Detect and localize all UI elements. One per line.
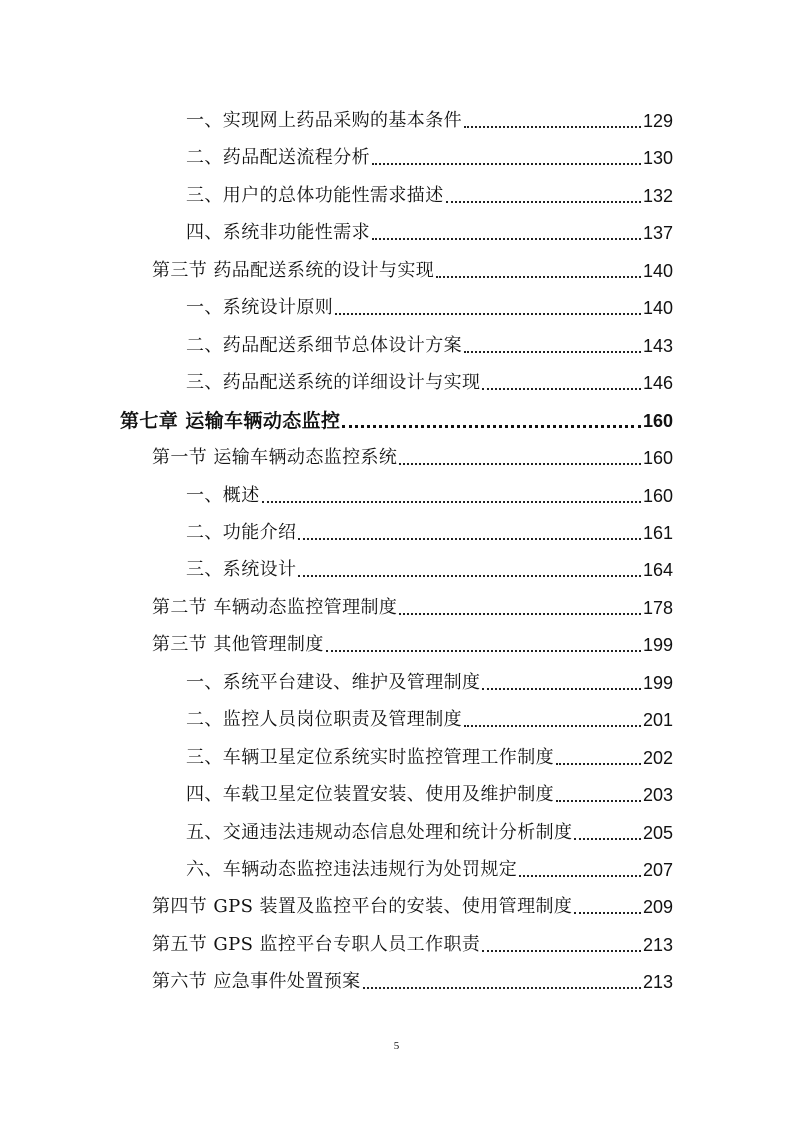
toc-entry-item[interactable] [186, 365, 673, 395]
toc-entry-page-number: 199 [642, 635, 673, 655]
toc-entry-page-number: 209 [642, 897, 673, 917]
toc-dot-leader [519, 858, 641, 882]
toc-entry-title: 二、功能介绍 [186, 522, 297, 543]
toc-entry-title: 一、系统设计原则 [186, 297, 334, 318]
toc-entry-section[interactable] [152, 590, 673, 620]
toc-dot-leader [363, 970, 641, 994]
toc-dot-leader [464, 708, 641, 732]
toc-entry-section[interactable] [152, 627, 673, 657]
toc-dot-leader [464, 334, 641, 358]
toc-entry-page-number: 160 [642, 486, 673, 506]
toc-entry-chapter[interactable] [120, 403, 673, 433]
toc-entry-item[interactable] [186, 815, 673, 845]
toc-entry-item[interactable] [186, 665, 673, 695]
toc-entry-page-number: 199 [642, 673, 673, 693]
toc-dot-leader [372, 146, 641, 170]
toc-entry-title: 第一节 运输车辆动态监控系统 [152, 447, 398, 468]
toc-entry-title: 第五节 GPS 监控平台专职人员工作职责 [152, 934, 481, 955]
toc-entry-page-number: 132 [642, 186, 673, 206]
toc-entry-title: 第六节 应急事件处置预案 [152, 971, 361, 992]
toc-entry-item[interactable] [186, 852, 673, 882]
toc-entry-page-number: 178 [642, 598, 673, 618]
toc-dot-leader [436, 259, 641, 283]
toc-entry-page-number: 160 [642, 448, 673, 468]
toc-dot-leader [326, 633, 641, 657]
toc-dot-leader [399, 446, 641, 470]
toc-entry-page-number: 143 [642, 336, 673, 356]
toc-entry-page-number: 140 [642, 261, 673, 281]
toc-entry-section[interactable] [152, 440, 673, 470]
toc-entry-item[interactable] [186, 178, 673, 208]
toc-dot-leader [574, 821, 641, 845]
toc-entry-page-number: 129 [642, 111, 673, 131]
toc-entry-page-number: 203 [642, 785, 673, 805]
toc-entry-item[interactable] [186, 552, 673, 582]
toc-dot-leader [464, 109, 641, 133]
toc-entry-title: 一、系统平台建设、维护及管理制度 [186, 672, 481, 693]
toc-entry-page-number: 146 [642, 373, 673, 393]
toc-entry-title: 四、系统非功能性需求 [186, 222, 370, 243]
toc-entry-item[interactable] [186, 478, 673, 508]
toc-entry-title: 第二节 车辆动态监控管理制度 [152, 597, 398, 618]
toc-entry-page-number: 207 [642, 860, 673, 880]
toc-entry-title: 二、监控人员岗位职责及管理制度 [186, 709, 462, 730]
toc-dot-leader [262, 484, 641, 508]
toc-entry-title: 第七章 运输车辆动态监控 [120, 410, 341, 432]
toc-entry-section[interactable] [152, 964, 673, 994]
toc-entry-page-number: 140 [642, 298, 673, 318]
toc-dot-leader [298, 558, 641, 582]
toc-entry-section[interactable] [152, 927, 673, 957]
toc-entry-title: 六、车辆动态监控违法违规行为处罚规定 [186, 859, 518, 880]
toc-entry-page-number: 213 [642, 972, 673, 992]
toc-entry-item[interactable] [186, 777, 673, 807]
toc-entry-title: 一、实现网上药品采购的基本条件 [186, 110, 462, 131]
toc-entry-title: 三、药品配送系统的详细设计与实现 [186, 372, 481, 393]
toc-entry-title: 二、药品配送流程分析 [186, 147, 370, 168]
toc-entry-page-number: 161 [642, 523, 673, 543]
toc-dot-leader [556, 746, 641, 770]
toc-entry-item[interactable] [186, 215, 673, 245]
toc-entry-item[interactable] [186, 103, 673, 133]
toc-entry-title: 第三节 其他管理制度 [152, 634, 324, 655]
toc-entry-page-number: 160 [642, 411, 673, 431]
toc-entry-title: 第三节 药品配送系统的设计与实现 [152, 260, 435, 281]
toc-dot-leader [556, 783, 641, 807]
toc-entry-section[interactable] [152, 889, 673, 919]
toc-entry-section[interactable] [152, 253, 673, 283]
toc-dot-leader [335, 296, 641, 320]
toc-entry-title: 四、车载卫星定位装置安装、使用及维护制度 [186, 784, 554, 805]
page-number: 5 [393, 1040, 400, 1052]
toc-entry-title: 二、药品配送系细节总体设计方案 [186, 335, 462, 356]
toc-entry-page-number: 137 [642, 223, 673, 243]
toc-dot-leader [574, 895, 641, 919]
toc-entry-item[interactable] [186, 328, 673, 358]
toc-entry-page-number: 213 [642, 935, 673, 955]
toc-entry-title: 一、概述 [186, 485, 260, 506]
toc-entry-title: 三、车辆卫星定位系统实时监控管理工作制度 [186, 747, 554, 768]
toc-dot-leader [372, 221, 641, 245]
toc-entry-title: 五、交通违法违规动态信息处理和统计分析制度 [186, 822, 573, 843]
toc-dot-leader [482, 933, 641, 957]
toc-entry-item[interactable] [186, 290, 673, 320]
toc-entry-title: 三、系统设计 [186, 559, 297, 580]
toc-entry-item[interactable] [186, 702, 673, 732]
toc-entry-item[interactable] [186, 140, 673, 170]
toc-dot-leader [298, 521, 641, 545]
toc-entry-item[interactable] [186, 740, 673, 770]
toc-entry-page-number: 205 [642, 823, 673, 843]
toc-entry-item[interactable] [186, 515, 673, 545]
toc-entry-page-number: 164 [642, 560, 673, 580]
toc-entry-page-number: 202 [642, 748, 673, 768]
toc-entry-page-number: 130 [642, 148, 673, 168]
toc-entry-page-number: 201 [642, 710, 673, 730]
toc-dot-leader [482, 671, 641, 695]
toc-dot-leader [342, 409, 641, 433]
toc-dot-leader [399, 596, 641, 620]
toc-entry-title: 第四节 GPS 装置及监控平台的安装、使用管理制度 [152, 896, 573, 917]
toc-dot-leader [482, 371, 641, 395]
toc-dot-leader [446, 184, 641, 208]
toc-entry-title: 三、用户的总体功能性需求描述 [186, 185, 444, 206]
